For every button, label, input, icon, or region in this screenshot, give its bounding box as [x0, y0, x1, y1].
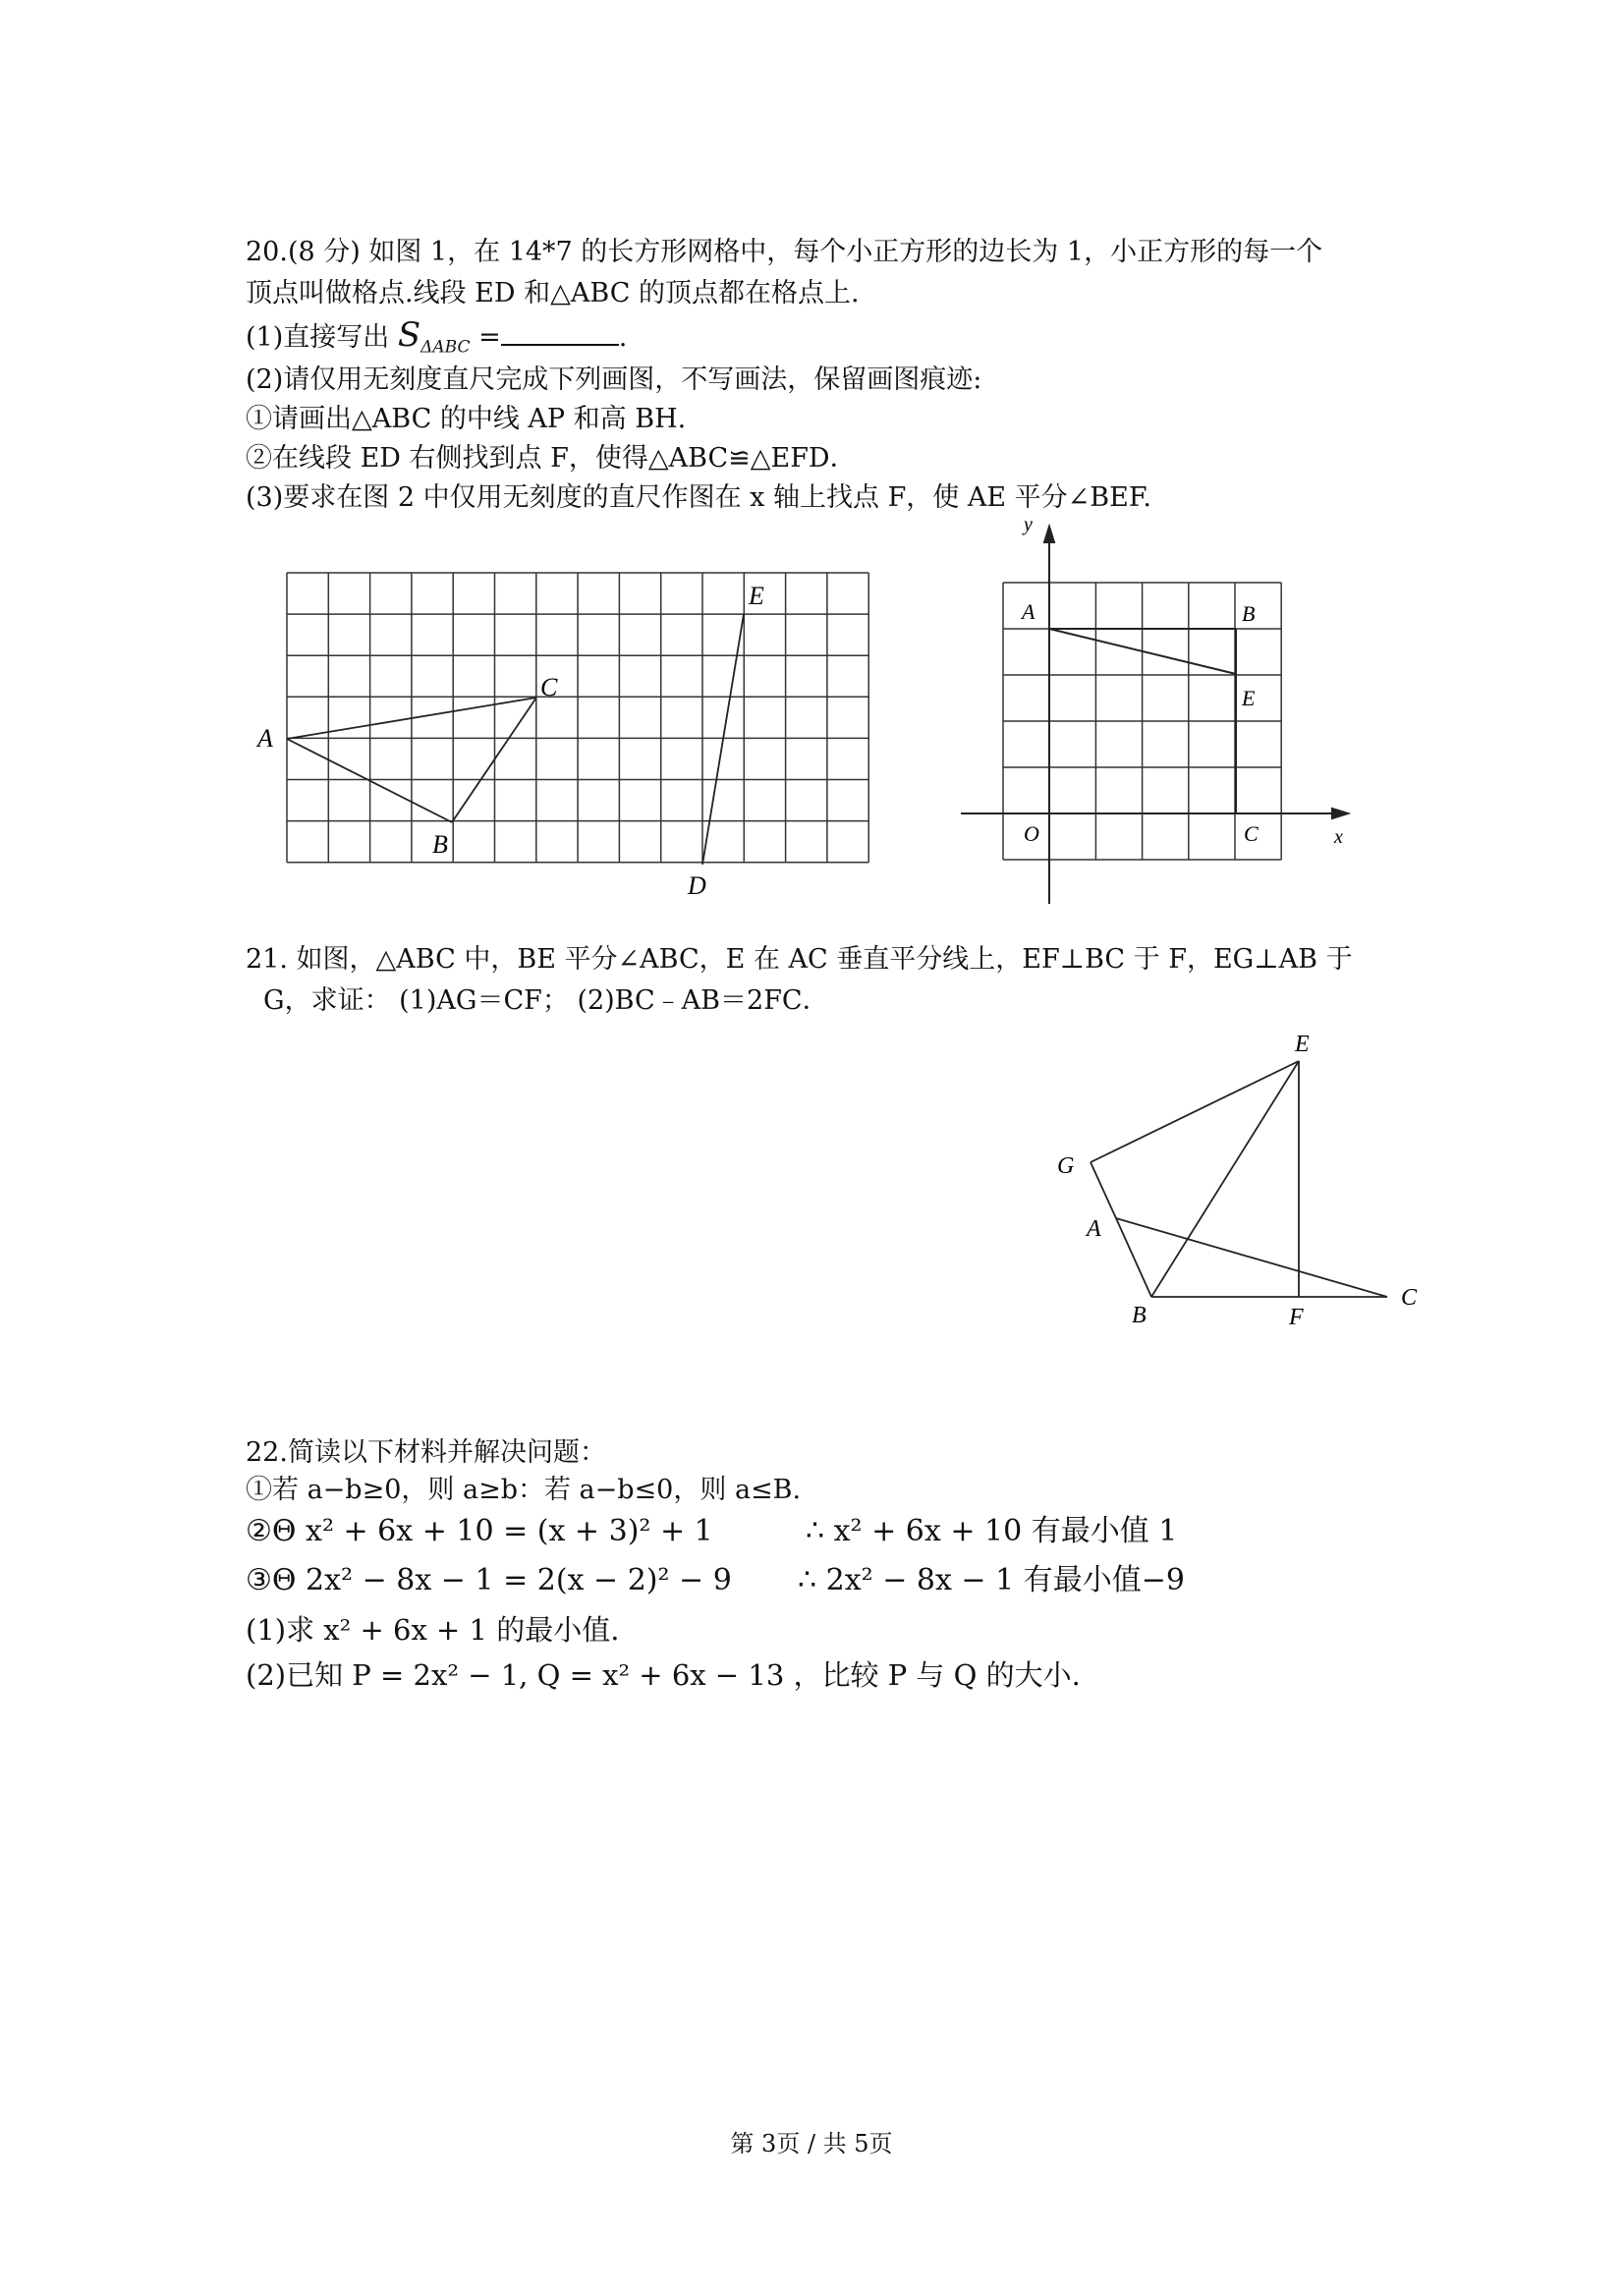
q20-part1-prefix: (1)直接写出: [246, 322, 398, 353]
q21-segment-ac: [1116, 1218, 1387, 1297]
fig2-label-E: E: [1242, 686, 1256, 710]
q20-part2: (2)请仅用无刻度直尺完成下列画图，不写画法，保留画图痕迹:: [246, 364, 982, 395]
q22-statement2-left: ②Θ x² + 6x + 10 = (x + 3)² + 1: [246, 1514, 713, 1548]
q22-title: 22.简读以下材料并解决问题：: [246, 1437, 606, 1468]
q21-label-G: G: [1057, 1153, 1075, 1179]
q20-part2a: ①请画出△ABC 的中线 AP 和高 BH.: [246, 404, 687, 434]
y-axis-arrow: [1044, 527, 1054, 542]
area-symbol: S: [397, 315, 421, 355]
q20-part1-end: .: [618, 322, 628, 353]
q22-question2: (2)已知 P = 2x² − 1, Q = x² + 6x − 13 ，比较 P 与 Q 的大小.: [246, 1658, 1081, 1692]
label-E: E: [749, 582, 764, 610]
q21-segment-ga: [1091, 1162, 1116, 1218]
q20-line1: 20.(8 分) 如图 1，在 14*7 的长方形网格中，每个小正方形的边长为 1，小正方形的每一个: [246, 237, 1323, 267]
q20-line2: 顶点叫做格点.线段 ED 和△ABC 的顶点都在格点上.: [246, 278, 860, 308]
axis-label-x: x: [1334, 826, 1343, 848]
q21-label-E: E: [1295, 1032, 1310, 1057]
q21-label-A: A: [1087, 1216, 1101, 1242]
q21-line1: 21. 如图，△ABC 中，BE 平分∠ABC，E 在 AC 垂直平分线上，EF⊥BC 于 F，EG⊥AB 于: [246, 944, 1353, 975]
label-D: D: [688, 871, 706, 900]
q20-part2b: ②在线段 ED 右侧找到点 F，使得△ABC≌△EFD．: [246, 443, 857, 474]
q20-part1-eq: =: [470, 322, 501, 353]
q21-label-F: F: [1289, 1305, 1304, 1330]
q21-line2: G，求证： (1)AG＝CF； (2)BC﹣AB＝2FC．: [263, 985, 829, 1016]
label-B: B: [432, 830, 448, 859]
page-footer: 第 3页 / 共 5页: [730, 2130, 893, 2157]
fig2-label-B: B: [1242, 601, 1256, 626]
q20-part3: (3)要求在图 2 中仅用无刻度的直尺作图在 x 轴上找点 F，使 AE 平分∠BEF.: [246, 482, 1151, 513]
axis-label-y: y: [1024, 514, 1033, 535]
q21-label-C: C: [1401, 1285, 1418, 1311]
q21-segment-ab: [1116, 1218, 1151, 1297]
label-C: C: [540, 673, 558, 701]
fig2-label-A: A: [1022, 599, 1035, 624]
fig2-label-C: C: [1244, 821, 1259, 846]
label-A: A: [257, 724, 273, 753]
q22-statement3-right: ∴ 2x² − 8x − 1 有最小值−9: [798, 1563, 1185, 1597]
area-subscript: ΔABC: [420, 337, 471, 358]
q22-statement3-left: ③Θ 2x² − 8x − 1 = 2(x − 2)² − 9: [246, 1563, 732, 1597]
q21-label-B: B: [1132, 1303, 1147, 1328]
x-axis-arrow: [1332, 809, 1348, 818]
segment-ed: [702, 614, 744, 865]
fig2-label-O: O: [1024, 821, 1039, 846]
q22-statement1: ①若 a−b≥0，则 a≥b：若 a−b≤0，则 a≤B.: [246, 1475, 802, 1505]
q22-question1: (1)求 x² + 6x + 1 的最小值.: [246, 1613, 620, 1647]
q22-statement2-right: ∴ x² + 6x + 10 有最小值 1: [806, 1514, 1178, 1548]
